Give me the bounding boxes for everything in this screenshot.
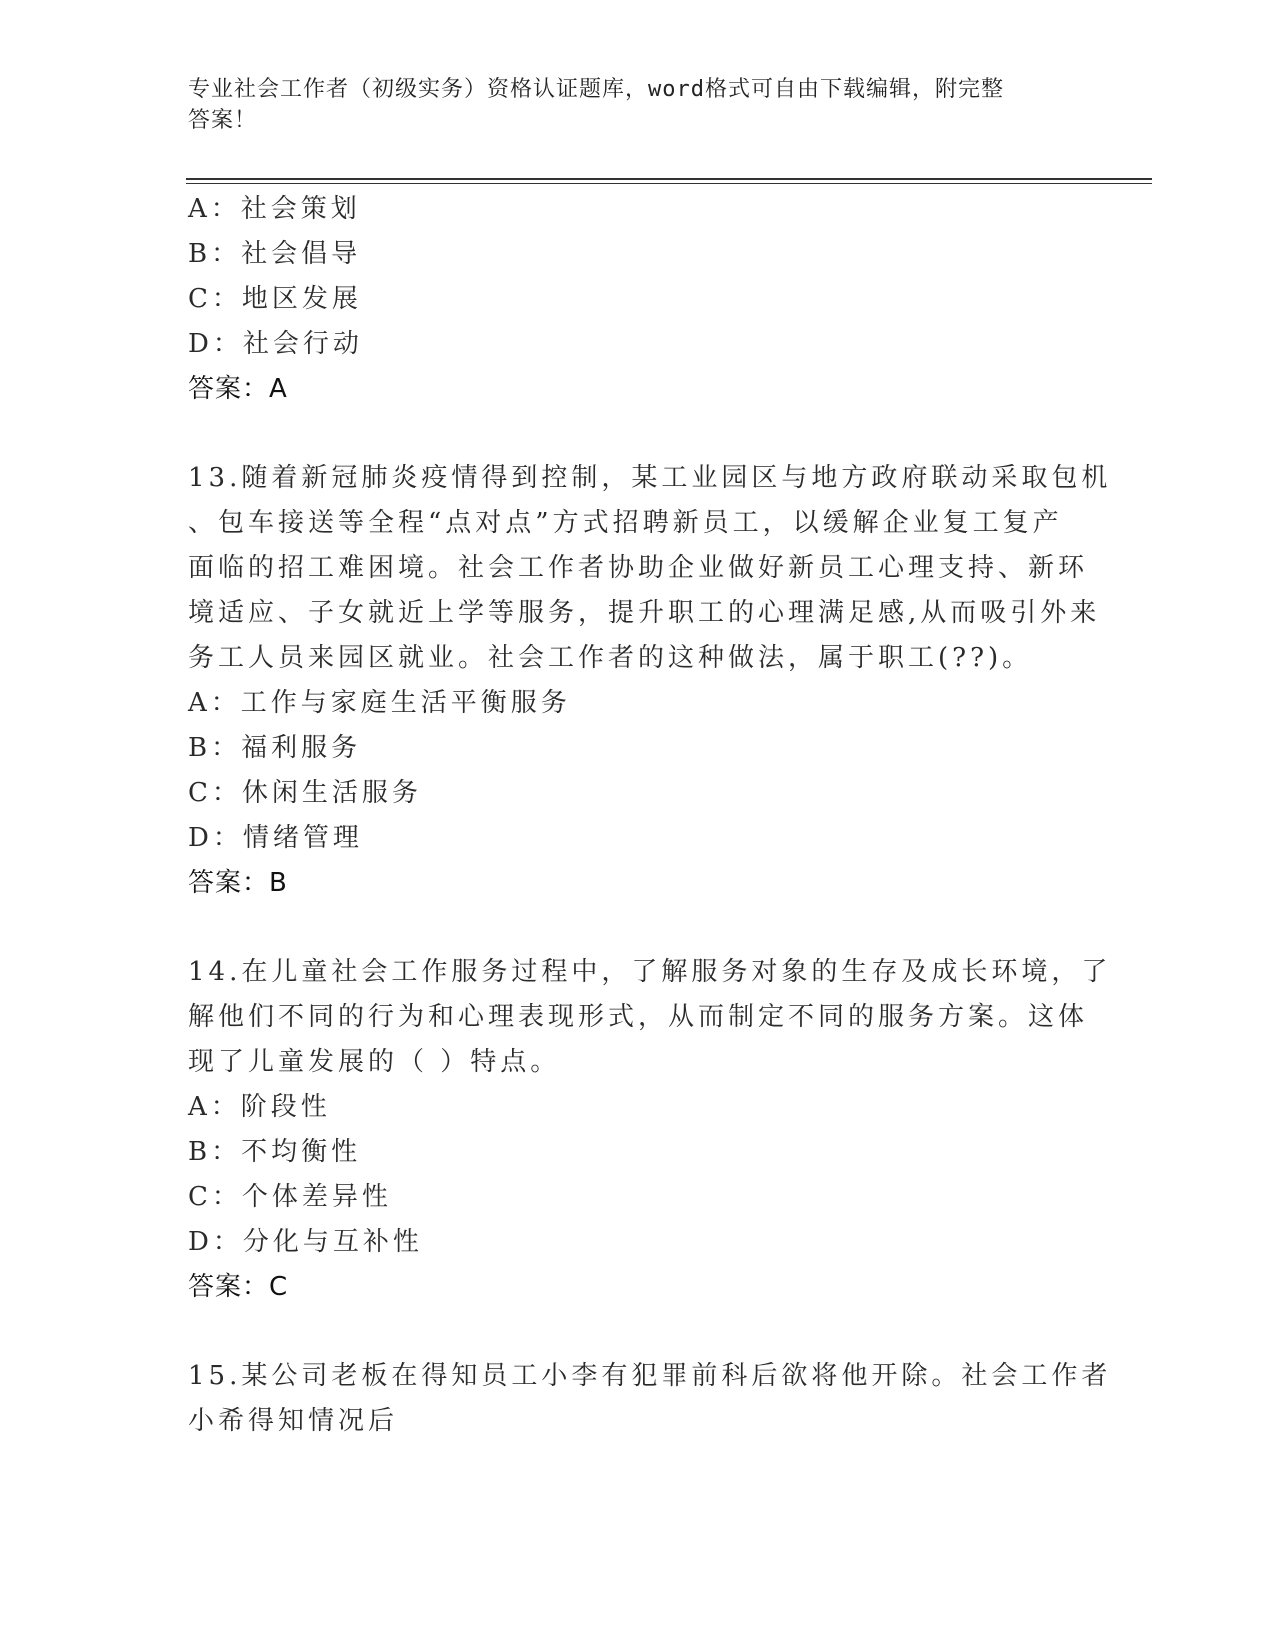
option-text: 社会策划 [240,194,361,224]
option-label: D： [188,823,243,853]
option-label: B： [188,733,242,763]
question-text-line: 现了儿童发展的（ ）特点。 [188,1047,561,1077]
option-label: C： [188,284,242,314]
question-list [188,187,1112,1444]
document-header [188,74,1068,136]
option-b [188,726,1068,771]
option-a [188,681,1068,726]
option-d [188,322,1088,367]
option-label: C： [188,1182,242,1212]
option-label: C： [188,778,242,808]
question-text-line: 15.某公司老板在得知员工小李有犯罪前科后欲将他开除。社会工作者 [188,1361,1112,1391]
question-text-line: 、包车接送等全程“点对点”方式招聘新员工，以缓解企业复工复产 [188,508,1063,538]
option-a [188,187,1088,232]
header-divider-thin [186,183,1152,184]
question-text-line: 面临的招工难困境。社会工作者协助企业做好新员工心理支持、新环 [188,553,1089,583]
option-c [188,277,1088,322]
question-text-line: 小希得知情况后 [188,1406,399,1436]
option-text: 分化与互补性 [242,1227,423,1257]
answer-line: 答案：A [188,374,288,404]
option-a [188,1085,1068,1130]
option-text: 社会行动 [242,329,363,359]
option-b [188,1130,1068,1175]
question-text-line: 14.在儿童社会工作服务过程中，了解服务对象的生存及成长环境，了 [188,957,1112,987]
question-13 [188,456,1112,906]
option-text: 地区发展 [241,284,362,314]
option-label: D： [188,1227,243,1257]
option-label: A： [188,688,241,718]
option-text: 个体差异性 [241,1182,392,1212]
option-label: B： [188,1137,242,1167]
option-text: 阶段性 [240,1092,331,1122]
option-d [188,816,1068,861]
question-14 [188,950,1112,1310]
option-label: A： [188,1092,241,1122]
question-text-line: 务工人员来园区就业。社会工作者的这种做法，属于职工(??)。 [188,643,1033,673]
question-text-line: 解他们不同的行为和心理表现形式，从而制定不同的服务方案。这体 [188,1002,1089,1032]
question-text-line: 13.随着新冠肺炎疫情得到控制，某工业园区与地方政府联动采取包机 [188,463,1112,493]
option-text: 不均衡性 [241,1137,362,1167]
option-label: D： [188,329,243,359]
answer-line: 答案：B [188,868,288,898]
question-text-line: 境适应、子女就近上学等服务，提升职工的心理满足感,从而吸引外来 [188,598,1101,628]
answer-line: 答案：C [188,1272,289,1302]
header-divider-thick [186,178,1152,180]
option-label: B： [188,239,242,269]
question-15 [188,1354,1112,1444]
option-text: 工作与家庭生活平衡服务 [240,688,571,718]
option-text: 社会倡导 [241,239,362,269]
option-label: A： [188,194,241,224]
option-c [188,771,1068,816]
option-b [188,232,1088,277]
option-c [188,1175,1068,1220]
option-text: 情绪管理 [242,823,363,853]
option-d [188,1220,1068,1265]
option-text: 休闲生活服务 [241,778,422,808]
header-line-1: 专业社会工作者（初级实务）资格认证题库，word格式可自由下载编辑，附完整 [188,77,1004,102]
question-12-tail [188,187,1088,412]
header-line-2: 答案！ [188,108,258,133]
option-text: 福利服务 [241,733,362,763]
